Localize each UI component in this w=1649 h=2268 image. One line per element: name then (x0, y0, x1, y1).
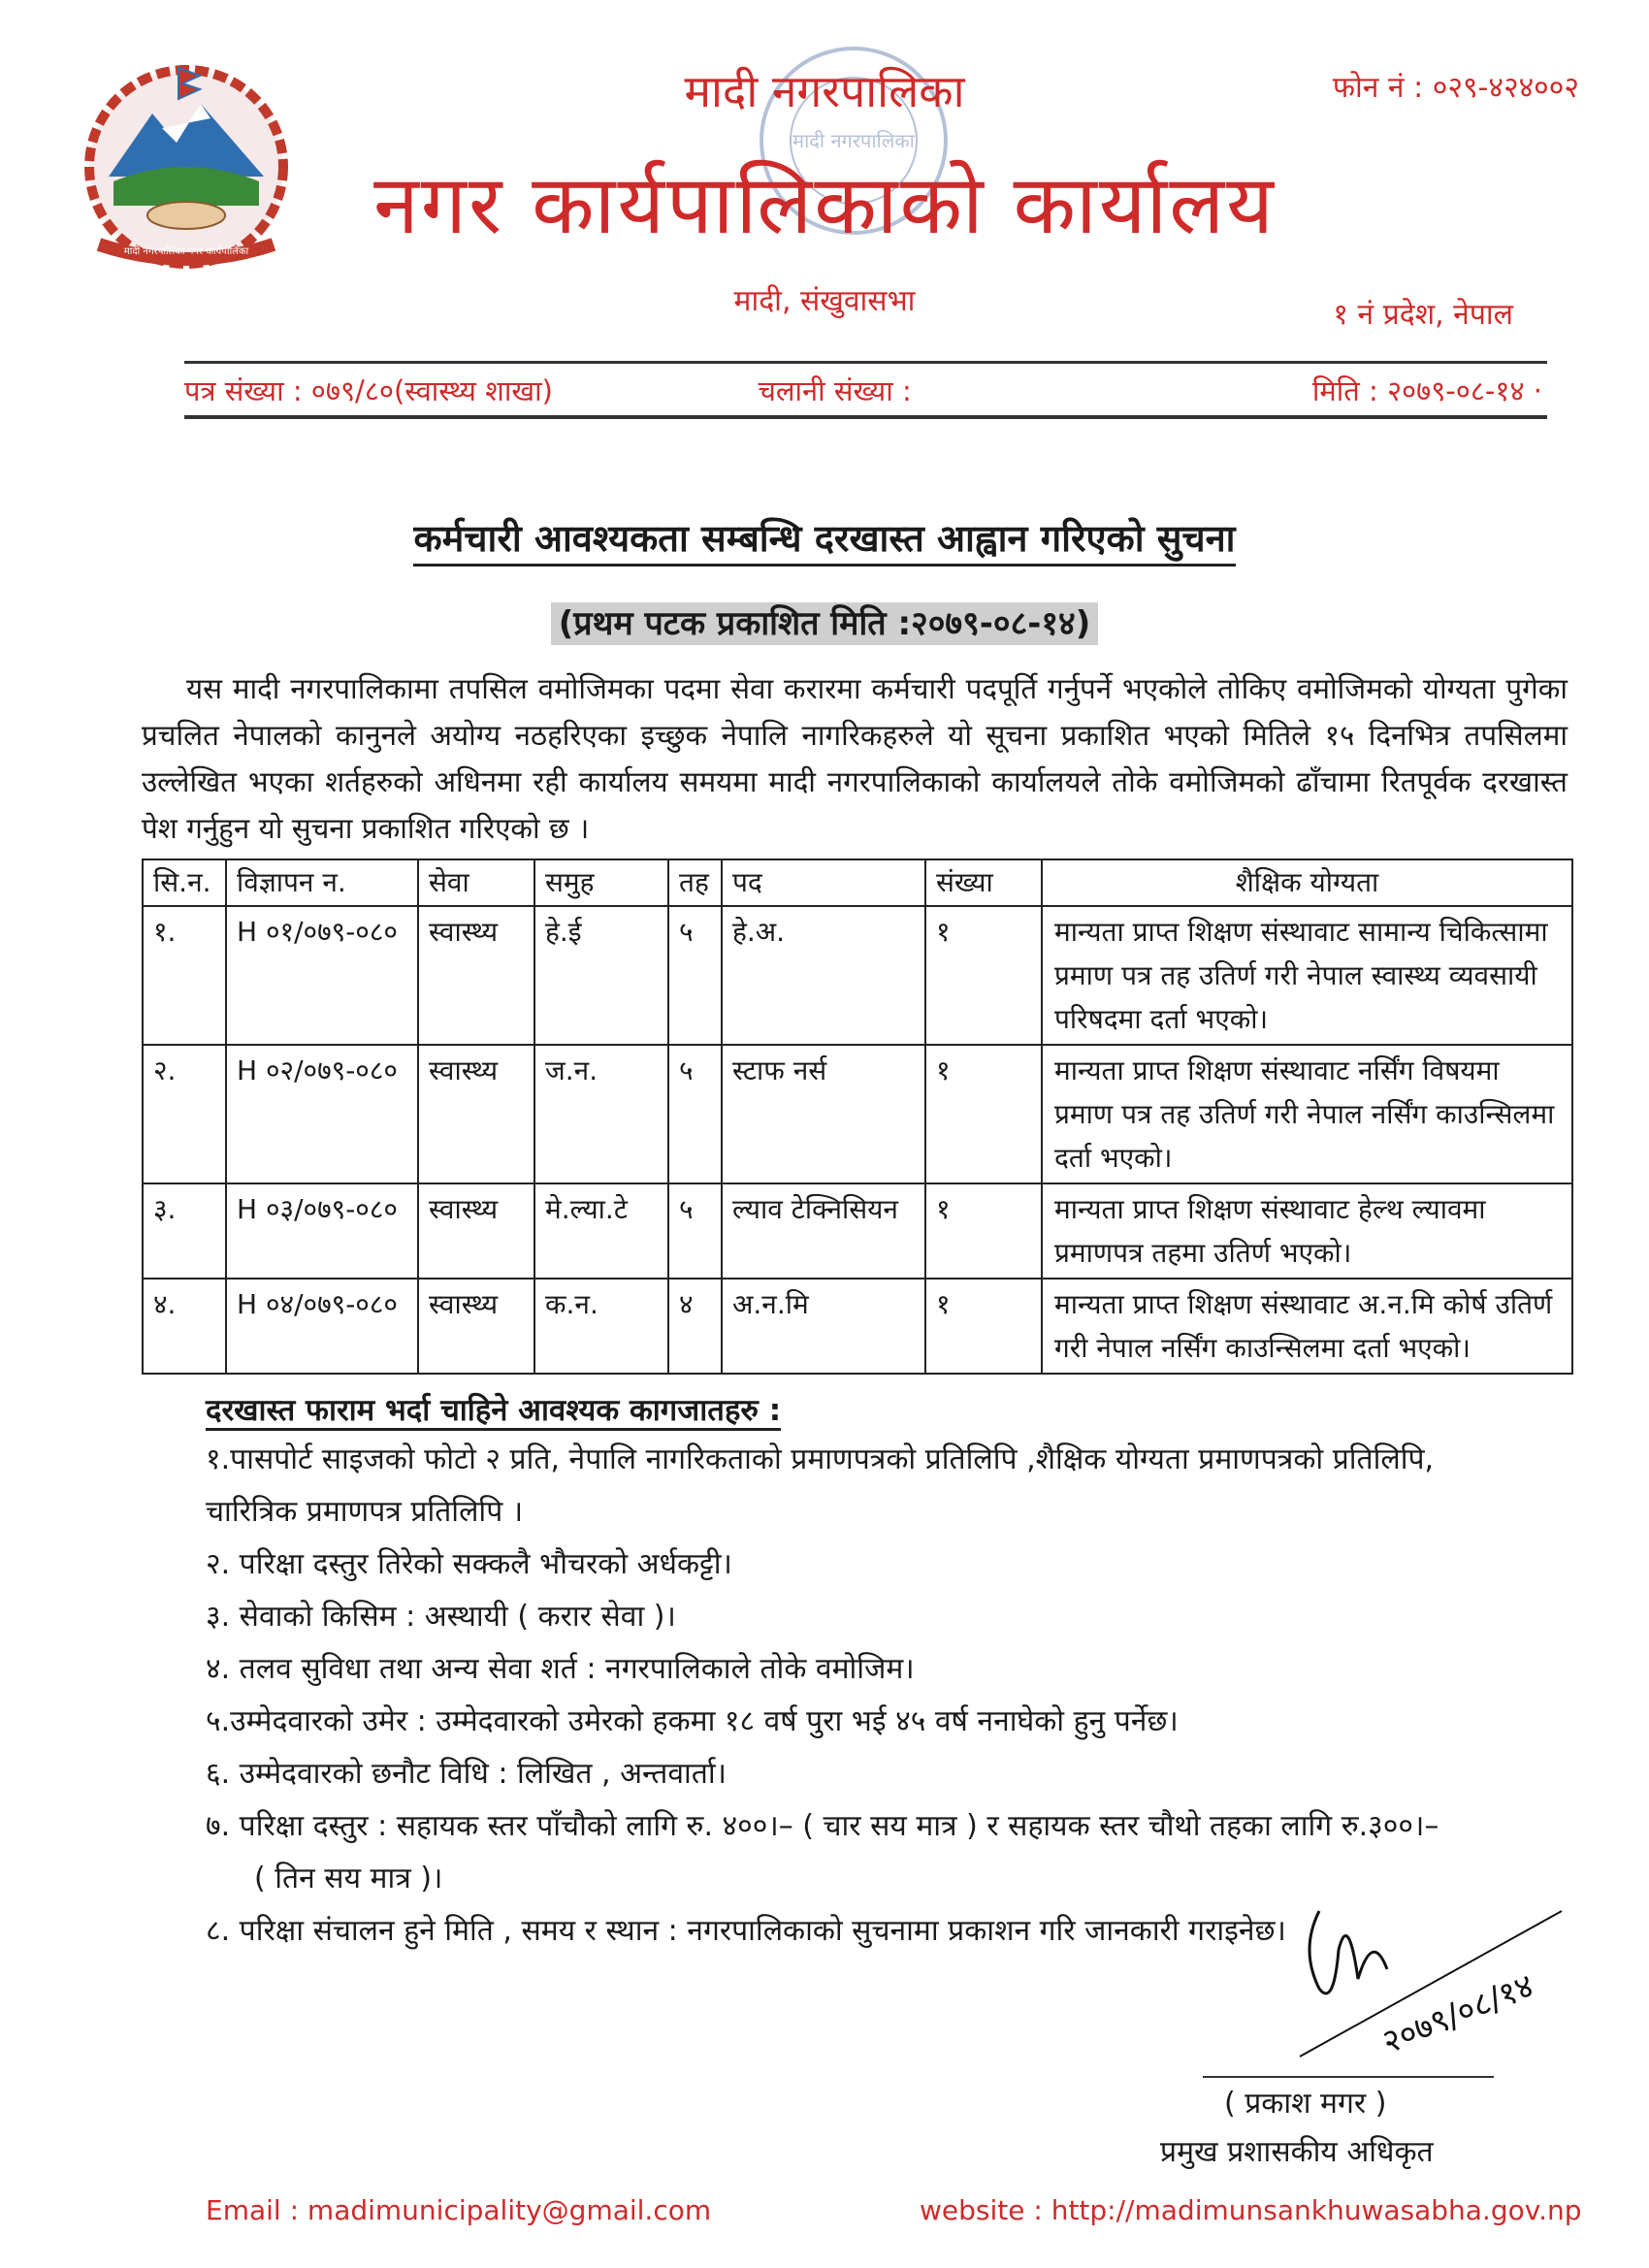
cell-service: स्वास्थ्य (418, 1045, 534, 1183)
list-item: २. परिक्षा दस्तुर तिरेको सक्कलै भौचरको अर्धकट्टी। (206, 1547, 732, 1581)
cell-ad-no: H ०२/०७९-०८० (226, 1045, 418, 1183)
reference-row (184, 372, 1542, 409)
cell-post: स्टाफ नर्स (722, 1045, 925, 1183)
list-item: ३. सेवाको किसिम : अस्थायी ( करार सेवा )। (206, 1600, 676, 1634)
header-count: संख्या (925, 859, 1042, 906)
signature-date: २०७९/०८/१४ (1376, 1965, 1539, 2062)
publish-date-banner (0, 599, 1649, 644)
cell-count: १ (925, 906, 1042, 1045)
cell-level: ५ (668, 1045, 722, 1183)
intro-paragraph: यस मादी नगरपालिकामा तपसिल वमोजिमका पदमा सेवा करारमा कर्मचारी पदपूर्ति गर्नुपर्ने भएकोले तोकिए वमोजिमको योग्यता पुगेका प्रचलित नेपालको कानुनले अयोग्य नठहरिएका इच्छुक नेपालि नागरिकहरुले यो सूचना प्रकाशित भएको मितिले १५ दिनभित्र तपसिलमा उल्लेखित भएका शर्तहरुको अधिनमा रही कार्यालय समयमा मादी नगरपालिकाको कार्यालयले तोके वमोजिमको ढाँचामा रितपूर्वक दरखास्त पेश गर्नुहुन यो सुचना प्रकाशित गरिएको छ । (142, 672, 1568, 845)
cell-qualification: मान्यता प्राप्त शिक्षण संस्थावाट हेल्थ ल्यावमा प्रमाणपत्र तहमा उतिर्ण भएको। (1042, 1183, 1572, 1279)
cell-sn: १. (143, 906, 226, 1045)
cell-group: हे.ई (534, 906, 668, 1045)
cell-group: मे.ल्या.टे (534, 1183, 668, 1279)
header-divider (184, 361, 1547, 364)
handwritten-signature-icon (1280, 1892, 1571, 2066)
table-row (143, 1279, 1572, 1374)
header-level: तह (668, 859, 722, 906)
dispatch-number: चलानी संख्या : (758, 374, 912, 407)
list-item: १.पासपोर्ट साइजको फोटो २ प्रति, नेपालि नागरिकताको प्रमाणपत्रको प्रतिलिपि ,शैक्षिक योग्यता प्रमाणपत्रको प्रतिलिपि, (206, 1442, 1435, 1476)
cell-level: ४ (668, 1279, 722, 1374)
list-item: ८. परिक्षा संचालन हुने मिति , समय र स्थान : नगरपालिकाको सुचनामा प्रकाशन गरि जानकारी गराइनेछ। (206, 1914, 1286, 1948)
cell-count: १ (925, 1045, 1042, 1183)
signer-name: ( प्रकाश मगर ) (1224, 2087, 1387, 2121)
cell-post: अ.न.मि (722, 1279, 925, 1374)
letter-number: पत्र संख्या : ०७९/८०(स्वास्थ्य शाखा) (184, 374, 553, 407)
documents-heading-text: दरखास्त फाराम भर्दा चाहिने आवश्यक कागजातहरु : (206, 1393, 781, 1431)
list-item: ७. परिक्षा दस्तुर : सहायक स्तर पाँचौको लागि रु. ४००।– ( चार सय मात्र ) र सहायक स्तर चौथो तहका लागि रु.३००।– (206, 1809, 1439, 1843)
cell-count: १ (925, 1279, 1042, 1374)
cell-level: ५ (668, 906, 722, 1045)
footer-email: Email : madimunicipality@gmail.com (206, 2194, 712, 2226)
cell-service: स्वास्थ्य (418, 906, 534, 1045)
stamp-text: मादी नगरपालिका (792, 129, 915, 152)
cell-group: क.न. (534, 1279, 668, 1374)
header-group: समुह (534, 859, 668, 906)
cell-post: हे.अ. (722, 906, 925, 1045)
header-service: सेवा (418, 859, 534, 906)
list-item: ६. उम्मेदवारको छनौट विधि : लिखित , अन्तवार्ता। (206, 1757, 728, 1791)
table-row (143, 1183, 1572, 1279)
cell-count: १ (925, 1183, 1042, 1279)
cell-ad-no: H ०४/०७९-०८० (226, 1279, 418, 1374)
header-qualification: शैक्षिक योग्यता (1042, 859, 1572, 906)
cell-service: स्वास्थ्य (418, 1279, 534, 1374)
list-item: ( तिन सय मात्र )। (254, 1862, 443, 1895)
footer-website: website : http://madimunsankhuwasabha.gov.np (920, 2194, 1582, 2226)
list-item: ४. तलव सुविधा तथा अन्य सेवा शर्त : नगरपालिकाले तोके वमोजिम। (206, 1652, 915, 1686)
province: १ नं प्रदेश, नेपाल (1333, 298, 1513, 332)
cell-ad-no: H ०३/०७९-०८० (226, 1183, 418, 1279)
cell-post: ल्याव टेक्निसियन (722, 1183, 925, 1279)
reference-divider (184, 415, 1547, 419)
signer-title: प्रमुख प्रशासकीय अधिकृत (1160, 2135, 1434, 2169)
header-sn: सि.न. (143, 859, 226, 906)
cell-sn: ४. (143, 1279, 226, 1374)
emblem-caption: मादी नगरपालिका नगर कार्यपालिका (123, 246, 249, 257)
cell-group: ज.न. (534, 1045, 668, 1183)
municipality-name: मादी नगरपालिका (684, 65, 965, 117)
cell-qualification: मान्यता प्राप्त शिक्षण संस्थावाट अ.न.मि कोर्ष उतिर्ण गरी नेपाल नर्सिंग काउन्सिलमा दर्ता भएको। (1042, 1279, 1572, 1374)
table-header-row (143, 859, 1572, 906)
vacancy-table (142, 859, 1573, 1375)
publish-date-text: (प्रथम पटक प्रकाशित मिति :२०७९-०८-१४) (551, 602, 1099, 645)
cell-service: स्वास्थ्य (418, 1183, 534, 1279)
header-post: पद (722, 859, 925, 906)
letter-date: मिति : २०७९-०८-१४ · (1311, 374, 1542, 407)
phone-number: फोन नं : ०२९-४२४००२ (1332, 71, 1579, 105)
cell-sn: ३. (143, 1183, 226, 1279)
cell-level: ५ (668, 1183, 722, 1279)
notice-title-text: कर्मचारी आवश्यकता सम्बन्धि दरखास्त आह्वान गरिएको सुचना (413, 517, 1235, 567)
cell-sn: २. (143, 1045, 226, 1183)
office-address: मादी, संखुवासभा (733, 284, 916, 318)
signature-line (1203, 2076, 1494, 2078)
list-item: ५.उम्मेदवारको उमेर : उम्मेदवारको उमेरको हकमा १८ वर्ष पुरा भई ४५ वर्ष ननाघेको हुनु पर्नेछ। (206, 1704, 1179, 1738)
notice-title (0, 512, 1649, 563)
office-title: नगर कार्यपालिकाको कार्यालय (373, 157, 1276, 252)
table-row (143, 906, 1572, 1045)
documents-list (206, 1434, 1583, 1958)
cell-ad-no: H ०१/०७९-०८० (226, 906, 418, 1045)
table-row (143, 1045, 1572, 1183)
list-item: चारित्रिक प्रमाणपत्र प्रतिलिपि । (206, 1495, 524, 1529)
cell-qualification: मान्यता प्राप्त शिक्षण संस्थावाट सामान्य चिकित्सामा प्रमाण पत्र तह उतिर्ण गरी नेपाल स्वास्थ्य व्यवसायी परिषदमा दर्ता भएको। (1042, 906, 1572, 1045)
cell-qualification: मान्यता प्राप्त शिक्षण संस्थावाट नर्सिंग विषयमा प्रमाण पत्र तह उतिर्ण गरी नेपाल नर्सिंग काउन्सिलमा दर्ता भएको। (1042, 1045, 1572, 1183)
documents-heading (206, 1389, 781, 1430)
header-ad-no: विज्ञापन न. (226, 859, 418, 906)
